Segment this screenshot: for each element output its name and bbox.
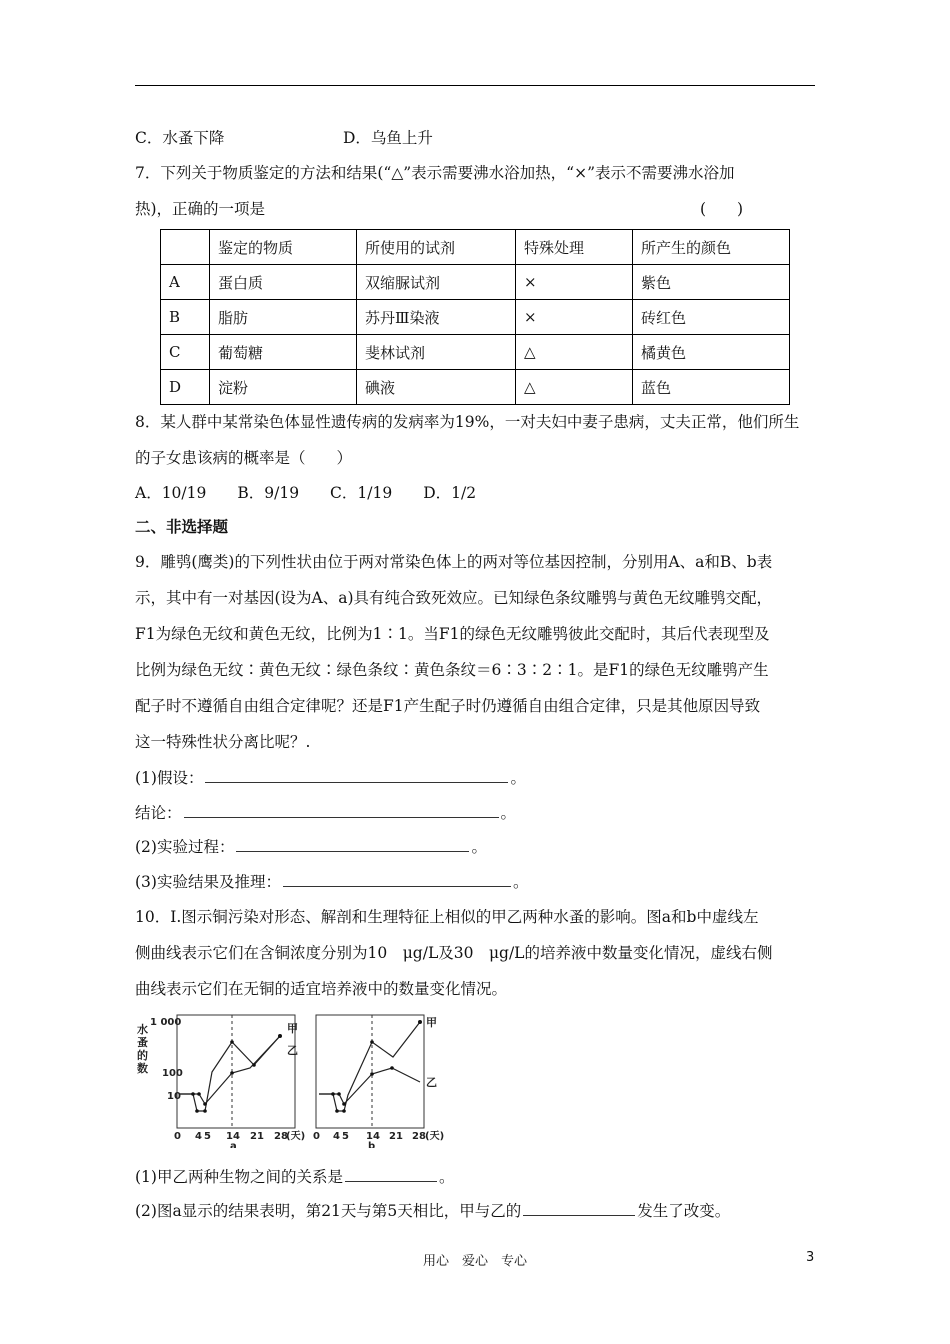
table-cell: 双缩脲试剂 [357,265,516,300]
q6-option-c: C．水蚤下降 [135,129,225,147]
table-cell: 蛋白质 [210,265,357,300]
data-point [342,1109,346,1113]
xtick-label: 21 [389,1131,403,1142]
q9-period: 。 [471,838,487,856]
table-cell: 紫色 [633,265,790,300]
q6-option-d: D．乌鱼上升 [343,129,433,147]
q9-conclusion-label: 结论： [135,804,182,822]
panel-b-frame [316,1015,424,1128]
series-yi-a [180,1036,280,1104]
q10-line: 侧曲线表示它们在含铜浓度分别为10 μg/L及30 μg/L的培养液中数量变化情况，虚线右侧 [135,944,773,962]
table-cell: 蓝色 [633,370,790,405]
xtick-label: 28 [412,1131,426,1142]
table-cell: 脂肪 [210,300,357,335]
q10-sub2-end: 发生了改变。 [637,1202,731,1220]
answer-blank[interactable] [205,768,508,783]
header-rule [135,85,815,86]
table-cell: × [516,300,633,335]
ylabel-char: 水 [137,1023,148,1036]
data-point [197,1092,201,1096]
answer-blank[interactable] [184,803,499,818]
table-cell: C [161,335,210,370]
xtick-label: 14 [366,1131,380,1142]
xtick-label: 5 [204,1131,211,1142]
q7-table [160,229,790,405]
xtick-label: 4 [333,1131,340,1142]
q9-results [135,870,528,892]
table-cell: 斐林试剂 [357,335,516,370]
ytick-label: 1 000 [150,1017,182,1028]
panel-b [313,1015,444,1148]
panel-a [150,1015,305,1148]
q7-line2: 热)，正确的一项是 [135,200,266,218]
data-point [203,1102,207,1106]
series-label-yi: 乙 [287,1044,298,1057]
ylabel-char: 蚤 [137,1036,148,1049]
q9-process [135,835,487,857]
table-cell: B [161,300,210,335]
table-row [161,335,790,370]
q9-line: 这一特殊性状分离比呢？. [135,733,311,751]
table-header-cell [161,230,210,265]
xtick-label: 4 [195,1131,202,1142]
q8-line1: 8．某人群中某常染色体显性遗传病的发病率为19%，一对夫妇中妻子患病，丈夫正常，他们所生 [135,413,800,431]
data-point [390,1066,394,1070]
table-row [161,300,790,335]
section-title: 二、非选择题 [135,518,229,536]
panel-label-a: a [230,1141,237,1148]
q9-hypothesis-label: (1)假设： [135,769,204,787]
q9-line: 9．雕鸮(鹰类)的下列性状由位于两对常染色体上的两对等位基因控制，分别用A、a和B、b表 [135,553,773,571]
data-point [337,1092,341,1096]
q9-conclusion [135,801,516,823]
data-point [370,1072,374,1076]
q9-line: 比例为绿色无纹∶黄色无纹∶绿色条纹∶黄色条纹＝6∶3∶2∶1。是F1的绿色无纹雕鸮产生 [135,661,769,679]
series-label-yi: 乙 [426,1076,437,1089]
data-point [203,1109,207,1113]
table-cell: × [516,265,633,300]
q8-options: A．10/19 B．9/19 C．1/19 D．1/2 [135,484,477,502]
data-point [195,1109,199,1113]
table-cell: A [161,265,210,300]
xtick-label: 14 [226,1131,240,1142]
data-point [418,1020,422,1024]
table-cell: 橘黄色 [633,335,790,370]
data-point [370,1040,374,1044]
table-cell: 葡萄糖 [210,335,357,370]
series-label-jia: 甲 [426,1016,437,1029]
q9-period: 。 [500,804,517,822]
q9-line: 配子时不遵循自由组合定律呢？还是F1产生配子时仍遵循自由组合定律，只是其他原因导致 [135,697,761,715]
table-header-row [161,230,790,265]
table-header-cell: 所使用的试剂 [357,230,516,265]
table-cell: 碘液 [357,370,516,405]
q10-line: 10．Ⅰ.图示铜污染对形态、解剖和生理特征上相似的甲乙两种水蚤的影响。图a和b中虚线左 [135,908,759,926]
page-footer: 用心 爱心 专心 [422,1254,527,1269]
q6-options [135,126,433,148]
data-point [252,1063,256,1067]
series-jia-a [180,1036,280,1111]
q9-line: 示，其中有一对基因(设为A、a)具有纯合致死效应。已知绿色条纹雕鸮与黄色无纹雕鸮交配， [135,589,773,607]
q8-line2: 的子女患该病的概率是（ ） [135,449,353,467]
x-unit-label: (天) [286,1131,306,1142]
table-row [161,370,790,405]
xtick-label: 21 [250,1131,264,1142]
answer-blank[interactable] [236,837,469,852]
xtick-label: 5 [342,1131,349,1142]
q7-line1: 7．下列关于物质鉴定的方法和结果(“△”表示需要沸水浴加热，“×”表示不需要沸水浴加 [135,164,735,182]
table-cell: △ [516,335,633,370]
answer-blank[interactable] [523,1201,635,1216]
q10-period: 。 [438,1168,455,1186]
ytick-label: 10 [167,1091,181,1102]
table-row [161,265,790,300]
q9-results-label: (3)实验结果及推理： [135,873,281,891]
ytick-label: 100 [162,1068,183,1079]
data-point [230,1040,234,1044]
xtick-label: 0 [174,1131,181,1142]
q10-line: 曲线表示它们在无铜的适宜培养液中的数量变化情况。 [135,980,508,998]
q10-sub2-text: (2)图a显示的结果表明，第21天与第5天相比，甲与乙的 [135,1202,522,1220]
data-point [191,1092,195,1096]
table-cell: D [161,370,210,405]
q9-process-label: (2)实验过程： [135,838,235,856]
q10-figure [130,1010,470,1148]
q9-hypothesis [135,766,526,788]
series-jia-b [319,1022,420,1111]
table-cell: 苏丹Ⅲ染液 [357,300,516,335]
table-cell: △ [516,370,633,405]
series-label-jia: 甲 [287,1022,298,1035]
q10-sub2 [135,1199,730,1221]
q9-line: F1为绿色无纹和黄色无纹，比例为1∶1。当F1的绿色无纹雕鸮彼此交配时，其后代表现型及 [135,625,770,643]
table-header-cell: 特殊处理 [516,230,633,265]
answer-blank[interactable] [345,1167,437,1182]
page-number: 3 [806,1250,815,1265]
q10-sub1-text: (1)甲乙两种生物之间的关系是 [135,1168,343,1186]
q9-period: 。 [510,769,526,787]
q10-sub1 [135,1165,454,1187]
data-point [335,1109,339,1113]
xtick-label: 0 [313,1131,320,1142]
answer-blank[interactable] [283,872,511,887]
data-point [331,1092,335,1096]
table-header-cell: 所产生的颜色 [633,230,790,265]
panel-label-b: b [368,1141,376,1148]
data-point [342,1102,346,1106]
table-cell: 淀粉 [210,370,357,405]
table-header-cell: 鉴定的物质 [210,230,357,265]
table-cell: 砖红色 [633,300,790,335]
x-unit-label: (天) [425,1131,445,1142]
data-point [230,1071,234,1075]
ylabel-char: 的 [137,1049,148,1062]
ylabel-char: 数 [137,1062,148,1075]
q7-answer-paren: ( ) [700,200,744,218]
xtick-label: 28 [274,1131,288,1142]
y-axis-label [137,1022,148,1075]
data-point [278,1034,282,1038]
q9-period: 。 [512,873,529,891]
